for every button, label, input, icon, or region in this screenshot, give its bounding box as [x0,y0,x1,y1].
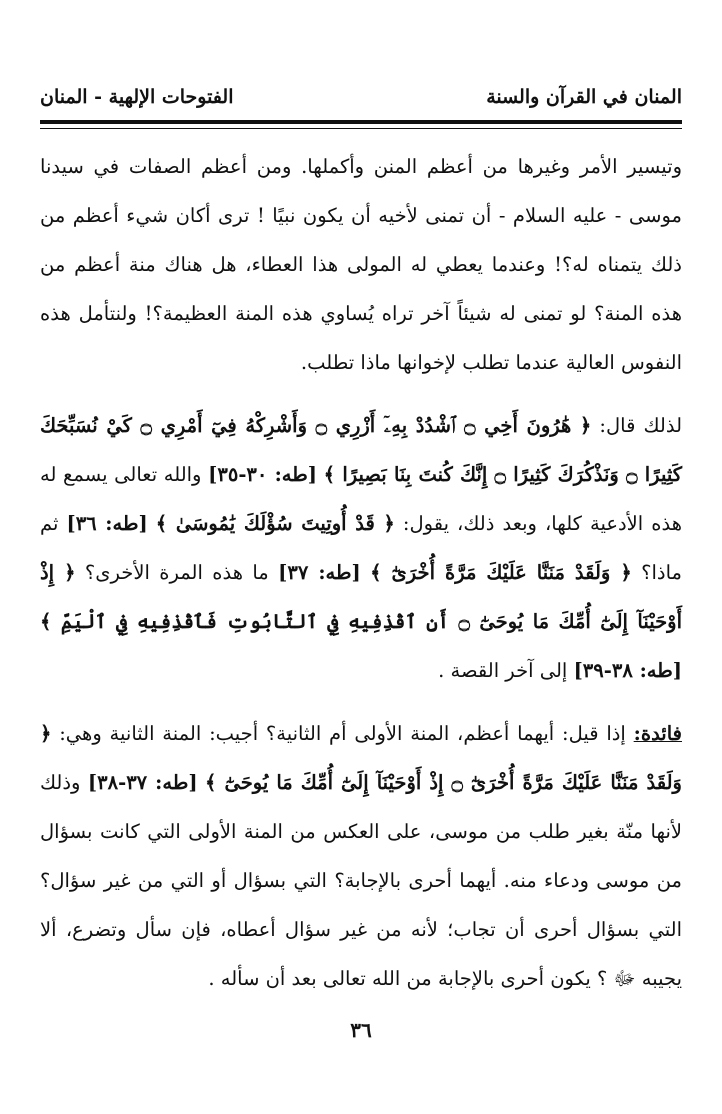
paragraph-benefit-text: وذلك لأنها منّة بغير طلب من موسى، على العكس من المنة الأولى التي كانت بسؤال من موسى ودعاء منه. أيهما أحرى بالإجابة؟ التي بسؤال أو التي من غير سؤال؟ التي بسؤال أحرى أن تجاب؛ لأنه من غير سؤال أعطاه، فإن سأل وتضرع، ألا يجيبه ﷻ ؟ يكون أحرى بالإجابة من الله تعالى بعد أن سأله . [40,771,682,990]
quran-verse-taha-36: ﴿ قَدْ أُوتِيتَ سُؤْلَكَ يَٰمُوسَىٰ ﴾ [155,512,395,535]
paragraph-verses-text: والله تعالى يسمع له هذه الأدعية كلها، وبعد ذلك، يقول: [40,463,682,535]
verse-reference: [طه: ٣٧] [278,561,361,584]
paragraph-benefit [40,709,682,1003]
paragraph-verses-text: ثم ماذا؟ [40,512,682,584]
paragraph-intro-text: وتيسير الأمر وغيرها من أعظم المنن وأكملها. ومن أعظم الصفات في سيدنا موسى - عليه السلام - أن تمنى لأخيه أن يكون نبيًا ! ترى أكان شيء أعظم من ذلك يتمناه له؟! وعندما يعطي له المولى هذا العطاء، هل هناك منة أعظم من هذه المنة؟ لو تمنى له شيئاً آخر تراه يُساوي هذه المنة العظيمة؟! ولنتأمل هذه النفوس العالية عندما تطلب لإخوانها ماذا تطلب. [40,155,682,374]
verse-reference: [طه: ٣٦] [66,512,148,535]
header-rule-thin [40,128,682,129]
quran-verse-taha-37: ﴿ وَلَقَدْ مَنَنَّا عَلَيْكَ مَرَّةً أُخْرَىٰٓ ﴾ [370,561,632,584]
benefit-label: فائدة: [633,722,682,745]
verse-reference: [طه: ٣٨-٣٩] [573,659,682,682]
running-header [40,78,682,108]
page-number: ٣٦ [350,1018,372,1042]
page-body [40,142,682,1003]
paragraph-verses-intro: لذلك قال: [599,414,683,437]
header-chapter-title: الفتوحات الإلهية - المنان [40,86,234,108]
paragraph-benefit-text: إذا قيل: أيهما أعظم، المنة الأولى أم الثانية؟ أجيب: المنة الثانية وهي: [59,722,626,745]
paragraph-verses-text: ما هذه المرة الأخرى؟ [84,561,269,584]
verse-reference: [طه: ٣٠-٣٥] [208,463,317,486]
paragraph-verses [40,401,682,695]
paragraph-verses-text: إلى آخر القصة . [438,659,568,682]
quran-verse-taha-30-35: ﴿ هَٰرُونَ أَخِي ۝ ٱشْدُدْ بِهِۦٓ أَزْرِي ۝ وَأَشْرِكْهُ فِيٓ أَمْرِي ۝ كَيْ نُسَبِّحَكَ كَثِيرًا ۝ وَنَذْكُرَكَ كَثِيرًا ۝ إِنَّكَ كُنتَ بِنَا بَصِيرًا ﴾ [40,414,682,486]
quran-verse-taha-38-39: ﴿ إِذْ أَوْحَيْنَآ إِلَىٰٓ أُمِّكَ مَا يُوحَىٰٓ ۝ أَنِ ٱقْذِفِيهِ فِي ٱلتَّابُوتِ فَٱقْذِفِيهِ فِي ٱلْيَمِّ ﴾ [40,561,682,633]
header-rule-thick [40,120,682,124]
paragraph-intro [40,142,682,387]
quran-verse-taha-37-38: ﴿ وَلَقَدْ مَنَنَّا عَلَيْكَ مَرَّةً أُخْرَىٰٓ ۝ إِذْ أَوْحَيْنَآ إِلَىٰٓ أُمِّكَ مَا يُوحَىٰٓ ﴾ [40,722,682,794]
verse-reference: [طه: ٣٧-٣٨] [87,771,198,794]
header-book-title: المنان في القرآن والسنة [486,86,682,108]
